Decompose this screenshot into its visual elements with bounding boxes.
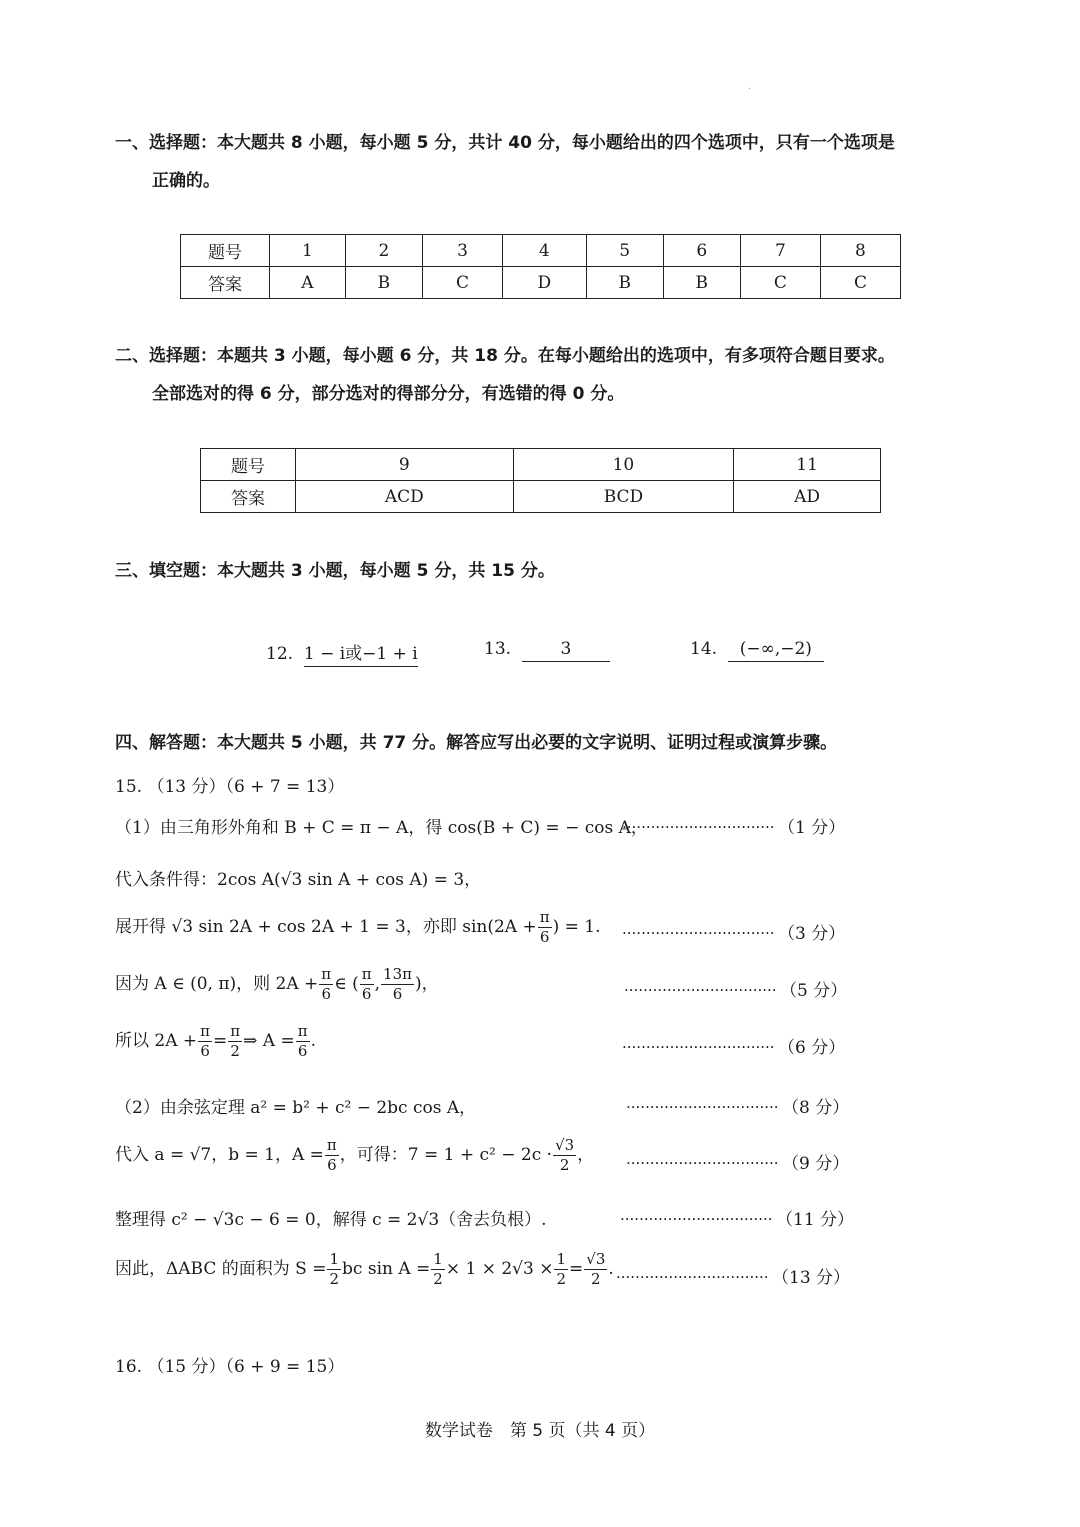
- fill-q12: [266, 639, 418, 664]
- page-footer: 数学试卷 第 5 页（共 4 页）: [424, 1421, 656, 1441]
- q15-step4: 因为 A ∈ (0, π)，则 2A + $\frac{\pi}{6}$ ∈ ( $\frac{\pi}{6}$ , $\frac{13\pi}{6}$ )，: [115, 965, 439, 1003]
- table-cell: 1: [270, 235, 346, 267]
- q15-step7: [115, 1136, 594, 1175]
- denominator: 2: [556, 1270, 567, 1288]
- q15-step7-score: （9 分）: [782, 1154, 850, 1174]
- numerator: 1: [556, 1250, 567, 1268]
- section3-heading: [115, 552, 975, 590]
- q15-step1-score: （1 分）: [778, 818, 846, 838]
- table-cell: 2: [345, 235, 422, 267]
- denominator: 6: [361, 985, 372, 1003]
- numerator: 13π: [383, 965, 412, 983]
- table-cell: 8: [820, 235, 900, 267]
- fraction: [431, 1250, 445, 1289]
- q15-step5-score: （6 分）: [778, 1038, 846, 1058]
- table-cell: 10: [513, 449, 734, 481]
- q15-step3: [115, 908, 600, 947]
- denominator: 2: [329, 1270, 340, 1288]
- q15-step7-dots: ................................: [626, 1150, 779, 1168]
- q15-step7-post: ，: [577, 1145, 595, 1165]
- q13-number: 13.: [484, 639, 512, 659]
- table-cell: B: [663, 267, 740, 299]
- fraction: [327, 1250, 341, 1289]
- q15-step9-eq: =: [569, 1259, 584, 1279]
- table-cell: AD: [734, 481, 881, 513]
- section4-heading: [115, 724, 975, 762]
- table-cell: B: [345, 267, 422, 299]
- q15-step6: （2）由余弦定理 a² = b² + c² − 2bc cos A，: [115, 1098, 477, 1118]
- section1-line1: 一、选择题：本大题共 8 小题，每小题 5 分，共计 40 分，每小题给出的四个选项中，只有一个选项是: [115, 133, 895, 153]
- table-cell: A: [270, 267, 346, 299]
- q15-step7-mid: ，可得：7 = 1 + c² − 2c ·: [339, 1145, 553, 1165]
- fraction: [319, 965, 333, 1004]
- q15-step5-mid: ⇒ A =: [243, 1031, 295, 1051]
- q15-step4-dots: ................................: [624, 977, 777, 995]
- q15-step6-dots: ................................: [626, 1094, 779, 1112]
- q12-answer-b: −1 + i: [362, 644, 418, 667]
- q15-step4-pre: 因为 A ∈ (0, π)，则 2A +: [115, 974, 319, 994]
- q14-number: 14.: [690, 639, 718, 659]
- table2-label-number: 题号: [201, 449, 296, 481]
- section1-line2: 正确的。: [152, 171, 220, 191]
- section1-heading: [115, 124, 975, 200]
- q15-step9-score: （13 分）: [772, 1268, 851, 1288]
- table-cell: 4: [503, 235, 587, 267]
- table-row: [201, 449, 881, 481]
- table1-label-answer: 答案: [181, 267, 270, 299]
- table-cell: D: [503, 267, 587, 299]
- numerator: π: [361, 965, 372, 983]
- denominator: 2: [559, 1156, 570, 1174]
- q15-step9: [115, 1250, 614, 1289]
- q15-step7-pre: 代入 a = √7，b = 1，A =: [115, 1145, 324, 1165]
- table-cell: 11: [734, 449, 881, 481]
- numerator: π: [539, 908, 550, 926]
- q15-step3-dots: ................................: [622, 920, 775, 938]
- q12-answer-a: 1 − i: [304, 644, 345, 667]
- table-row: [201, 481, 881, 513]
- fill-q13: [484, 639, 610, 662]
- q12-number: 12.: [266, 644, 294, 664]
- fraction: [296, 1022, 310, 1061]
- denominator: 6: [321, 985, 331, 1003]
- q15-step6-score: （8 分）: [782, 1098, 850, 1118]
- q15-step5-eq: =: [213, 1031, 228, 1051]
- q15-step1-dots: ................................: [622, 814, 775, 832]
- numerator: π: [230, 1022, 241, 1040]
- q15-step9-post: .: [608, 1259, 614, 1279]
- q15-step4-score: （5 分）: [780, 981, 848, 1001]
- numerator: π: [200, 1022, 211, 1040]
- table1-label-number: 题号: [181, 235, 270, 267]
- denominator: 6: [327, 1156, 337, 1174]
- q15-step5-post: .: [310, 1031, 316, 1051]
- fill-q14: [690, 639, 824, 662]
- numerator: √3: [555, 1136, 575, 1154]
- table-cell: C: [740, 267, 820, 299]
- fraction: [228, 1022, 242, 1061]
- q15-step9-mid2: × 1 × 2√3 ×: [445, 1259, 554, 1279]
- q15-step9-dots: ................................: [616, 1264, 769, 1282]
- q15-step5-pre: 所以 2A +: [115, 1031, 198, 1051]
- section4-line1: 四、解答题：本大题共 5 小题，共 77 分。解答应写出必要的文字说明、证明过程或演算步骤。: [115, 733, 838, 753]
- denominator: 2: [433, 1270, 443, 1288]
- q15-step9-mid1: bc sin A =: [342, 1259, 431, 1279]
- q15-step3-post: ) = 1.: [552, 917, 601, 937]
- q15-step5-dots: ................................: [622, 1034, 775, 1052]
- section2-heading: [115, 337, 975, 413]
- section2-line2: 全部选对的得 6 分，部分选对的得部分分，有选错的得 0 分。: [152, 384, 625, 404]
- denominator: 6: [392, 985, 403, 1003]
- fraction: [381, 965, 414, 1004]
- denominator: 6: [539, 928, 550, 946]
- table-cell: 6: [663, 235, 740, 267]
- section3-line1: 三、填空题：本大题共 3 小题，每小题 5 分，共 15 分。: [115, 561, 555, 581]
- q15-step3-pre: 展开得 √3 sin 2A + cos 2A + 1 = 3，亦即 sin(2A +: [115, 917, 537, 937]
- table-cell: 7: [740, 235, 820, 267]
- table-cell: 9: [296, 449, 514, 481]
- fraction: [198, 1022, 212, 1061]
- denominator: 6: [200, 1042, 210, 1060]
- table-cell: 5: [586, 235, 663, 267]
- q15-step8-score: （11 分）: [776, 1210, 855, 1230]
- denominator: 6: [297, 1042, 308, 1060]
- table-cell: C: [820, 267, 900, 299]
- answer-table-1: [180, 234, 901, 299]
- q15-step4-mid: ∈ (: [334, 974, 359, 994]
- q15-step5: [115, 1022, 316, 1061]
- q13-answer: 3: [522, 639, 610, 662]
- q15-step1: （1）由三角形外角和 B + C = π − A，得 cos(B + C) = − cos A，: [115, 818, 648, 838]
- top-mark: ·: [748, 84, 752, 95]
- table-row: [181, 267, 901, 299]
- table-row: [181, 235, 901, 267]
- q15-header: 15. （13 分）（6 + 7 = 13）: [115, 777, 345, 797]
- fraction: [553, 1136, 576, 1175]
- table-cell: BCD: [513, 481, 734, 513]
- q14-answer: (−∞,−2): [728, 639, 824, 662]
- fraction: [554, 1250, 568, 1289]
- q15-step4-post: )，: [414, 974, 439, 994]
- numerator: √3: [586, 1250, 606, 1268]
- q12-or: 或: [345, 644, 362, 667]
- table2-label-answer: 答案: [201, 481, 296, 513]
- numerator: π: [297, 1022, 308, 1040]
- table-cell: ACD: [296, 481, 514, 513]
- answer-table-2: [200, 448, 881, 513]
- q15-step3-score: （3 分）: [778, 924, 846, 944]
- table-cell: C: [422, 267, 502, 299]
- numerator: π: [326, 1136, 337, 1154]
- table-cell: 3: [422, 235, 502, 267]
- denominator: 2: [591, 1270, 601, 1288]
- fraction: [325, 1136, 339, 1175]
- fraction: [360, 965, 374, 1004]
- numerator: 1: [433, 1250, 443, 1268]
- denominator: 2: [230, 1042, 240, 1060]
- fraction: [584, 1250, 607, 1289]
- q15-step8: 整理得 c² − √3c − 6 = 0，解得 c = 2√3（舍去负根）.: [115, 1210, 547, 1230]
- table-cell: B: [586, 267, 663, 299]
- q15-step2: 代入条件得：2cos A(√3 sin A + cos A) = 3，: [115, 870, 482, 890]
- section2-line1: 二、选择题：本题共 3 小题，每小题 6 分，共 18 分。在每小题给出的选项中，有多项符合题目要求。: [115, 346, 895, 366]
- q15-step9-pre: 因此，ΔABC 的面积为 S =: [115, 1259, 327, 1279]
- fraction: [538, 908, 552, 947]
- numerator: π: [321, 965, 332, 983]
- q15-step8-dots: ................................: [620, 1206, 773, 1224]
- q16-header: 16. （15 分）（6 + 9 = 15）: [115, 1357, 345, 1377]
- numerator: 1: [329, 1250, 340, 1268]
